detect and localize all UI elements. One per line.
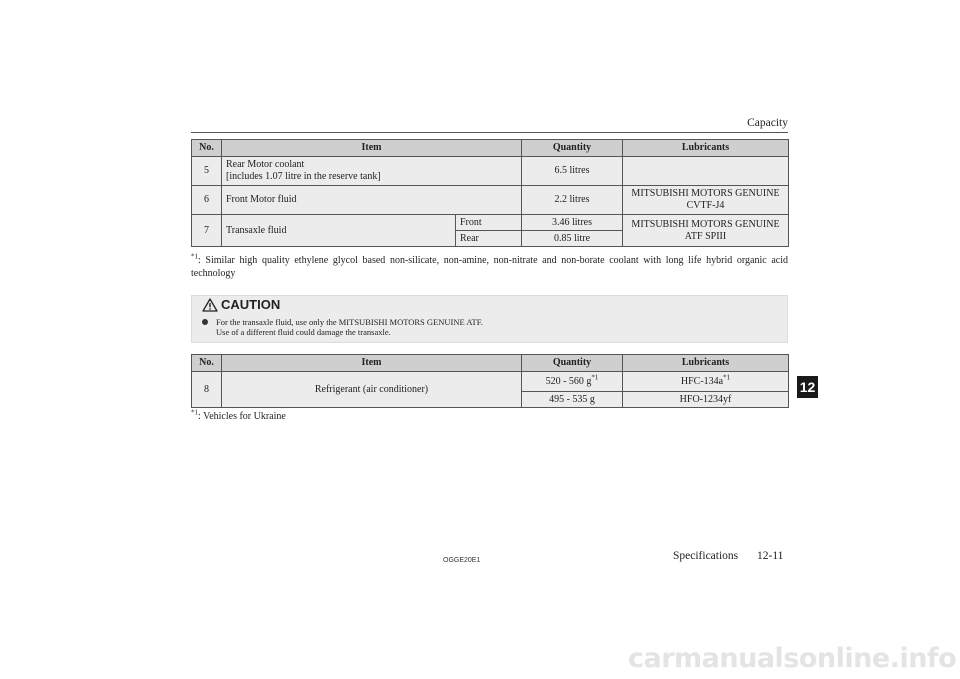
row-quantity: [522, 372, 623, 392]
footnote-coolant: [191, 254, 788, 280]
caution-header: [202, 297, 280, 312]
document-code: OGGE20E1: [443, 557, 481, 564]
row-quantity: 6.5 litres: [522, 157, 623, 186]
chapter-tab: 12: [797, 376, 818, 398]
col-header-lubricants: Lubricants: [623, 355, 789, 372]
row-item: Transaxle fluid: [222, 215, 456, 247]
watermark: carmanualsonline.info: [628, 643, 957, 674]
footnote-marker: *1: [191, 252, 198, 261]
warning-triangle-icon: [202, 298, 218, 312]
footnote-marker: *1: [191, 408, 198, 417]
row-quantity: 3.46 litres: [522, 215, 623, 231]
col-header-lubricants: Lubricants: [623, 140, 789, 157]
row-item: [222, 157, 522, 186]
lubricant-value: HFC-134a: [680, 375, 724, 387]
table-row: [192, 215, 789, 231]
capacity-table-1: [191, 139, 789, 247]
row-quantity: 495 - 535 g: [522, 392, 623, 408]
col-header-no: No.: [192, 355, 222, 372]
footnote-text: : Similar high quality ethylene glycol based non-silicate, non-amine, non-nitrate and non-borate coolant with long life hybrid organic acid technology: [191, 255, 788, 279]
row-item: Refrigerant (air conditioner): [222, 372, 522, 408]
table-row: [192, 157, 789, 186]
col-header-quantity: Quantity: [522, 140, 623, 157]
col-header-item: Item: [222, 140, 522, 157]
capacity-table-2: [191, 354, 789, 408]
col-header-item: Item: [222, 355, 522, 372]
item-line: Rear Motor coolant: [226, 159, 305, 170]
footer-page-number: 12-11: [757, 550, 784, 562]
caution-title: CAUTION: [221, 297, 281, 312]
table-header-row: [192, 355, 789, 372]
row-quantity: 2.2 litres: [522, 186, 623, 215]
caution-box: [191, 295, 788, 343]
header-divider: [191, 132, 788, 133]
row-lubricant: MITSUBISHI MOTORS GENUINE CVTF-J4: [623, 186, 789, 215]
caution-item: [202, 317, 483, 337]
row-lubricant: MITSUBISHI MOTORS GENUINE ATF SPIII: [623, 215, 789, 247]
row-no: 5: [192, 157, 222, 186]
footnote-ukraine: [191, 410, 788, 423]
quantity-value: 520 - 560 g: [545, 375, 592, 387]
row-lubricant: [623, 372, 789, 392]
row-item: Front Motor fluid: [222, 186, 522, 215]
row-no: 6: [192, 186, 222, 215]
row-position: Front: [456, 215, 522, 231]
bullet-icon: [202, 319, 208, 325]
col-header-no: No.: [192, 140, 222, 157]
footnote-text: : Vehicles for Ukraine: [198, 411, 286, 422]
row-lubricant: [623, 157, 789, 186]
caution-line: Use of a different fluid could damage the transaxle.: [216, 327, 391, 337]
row-lubricant: HFO-1234yf: [623, 392, 789, 408]
footnote-marker: *1: [723, 373, 731, 382]
table-header-row: [192, 140, 789, 157]
table-row: [192, 372, 789, 392]
table-row: [192, 186, 789, 215]
row-position: Rear: [456, 231, 522, 247]
footnote-marker: *1: [591, 373, 599, 382]
item-line: [includes 1.07 litre in the reserve tank]: [226, 171, 381, 182]
row-no: 7: [192, 215, 222, 247]
col-header-quantity: Quantity: [522, 355, 623, 372]
footer-section-title: Specifications: [673, 550, 739, 562]
row-quantity: 0.85 litre: [522, 231, 623, 247]
caution-line: For the transaxle fluid, use only the MITSUBISHI MOTORS GENUINE ATF.: [216, 317, 483, 327]
row-no: 8: [192, 372, 222, 408]
page-header-title: Capacity: [747, 117, 788, 129]
